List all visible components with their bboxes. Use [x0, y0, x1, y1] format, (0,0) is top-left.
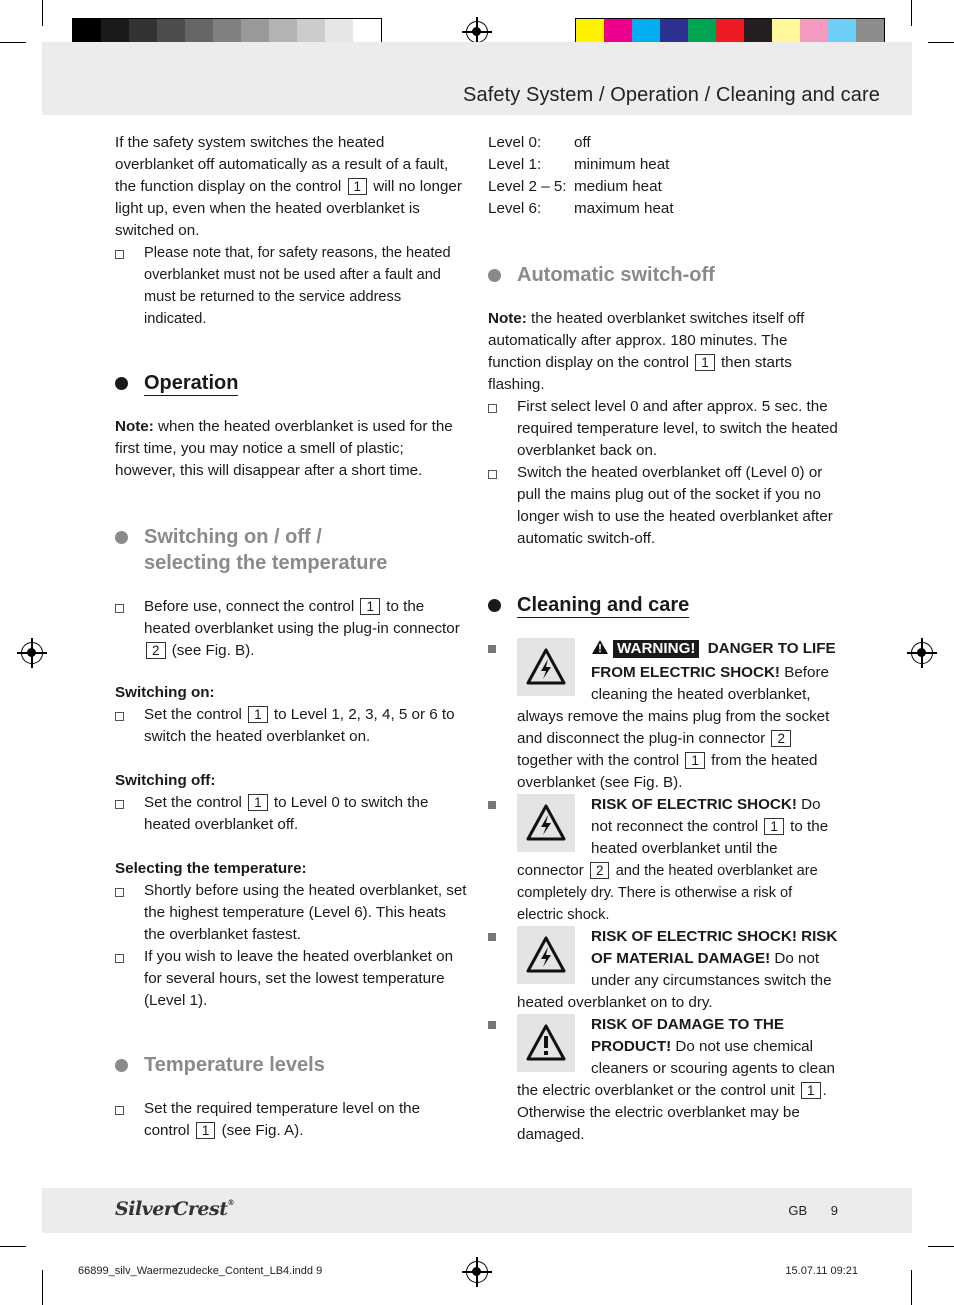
list-item: Shortly before using the heated overblanket, set the highest temperature (Level 6). This heats the overblanket fastest. — [115, 880, 467, 946]
warning-item: RISK OF DAMAGE TO THE PRODUCT! Do not use chemical cleaners or scouring agents to clean the electric overblanket or the control unit 1 . Otherwise the electric overblanket may be damaged. — [488, 1014, 840, 1146]
electric-shock-warning-icon — [517, 926, 575, 984]
warning-item: WARNING! DANGER TO LIFE FROM ELECTRIC SHOCK! Before cleaning the heated overblanket, always remove the mains plug from the socket and disconnect the plug-in connector 2 together with the control 1 from the heated overblanket (see Fig. B). — [488, 638, 840, 794]
selecting-label: Selecting the temperature: — [115, 860, 307, 877]
warning-triangle-icon — [591, 639, 609, 662]
crop-mark — [928, 1246, 954, 1247]
page-title: Safety System / Operation / Cleaning and care — [463, 84, 880, 106]
list-item: If you wish to leave the heated overblanket on for several hours, set the lowest temperature (Level 1). — [115, 946, 467, 1012]
left-column — [115, 132, 467, 1142]
operation-note: Note: when the heated overblanket is used for the first time, you may notice a smell of plastic; however, this will disappear after a short time. — [115, 418, 453, 479]
list-item: Set the control 1 to Level 1, 2, 3, 4, 5 or 6 to switch the heated overblanket on. — [115, 704, 467, 748]
switching-on-label: Switching on: — [115, 684, 215, 701]
electric-shock-warning-icon — [517, 638, 575, 696]
levels-table — [488, 132, 840, 220]
ref-control-box: 1 — [348, 178, 368, 195]
safety-paragraph: If the safety system switches the heated overblanket off automatically as a result of a fault, the function display on the control 1 will no longer light up, even when the heated overblanket is switched on. — [115, 134, 462, 239]
automatic-switch-off-heading: Automatic switch-off — [488, 262, 840, 288]
level-description: medium heat — [574, 178, 662, 195]
list-item: Before use, connect the control 1 to the heated overblanket using the plug-in connector 2 (see Fig. B). — [115, 596, 467, 662]
ref-control-box: 1 — [248, 706, 268, 723]
list-item: Switch the heated overblanket off (Level 0) or pull the mains plug out of the socket if you no longer wish to use the heated overblanket after automatic switch-off. — [488, 462, 840, 550]
registration-mark-icon — [466, 1261, 488, 1283]
crop-mark — [928, 42, 954, 43]
cleaning-heading: Cleaning and care — [488, 592, 840, 618]
crop-mark — [42, 1270, 43, 1305]
page-info — [768, 1203, 838, 1218]
warning-label: WARNING! — [613, 640, 699, 658]
list-item: Set the control 1 to Level 0 to switch the heated overblanket off. — [115, 792, 467, 836]
slug-date: 15.07.11 09:21 — [785, 1265, 858, 1277]
exclamation-warning-icon — [517, 1014, 575, 1072]
crop-mark — [0, 42, 26, 43]
auto-note: Note: the heated overblanket switches itself off automatically after approx. 180 minutes. The function display on the control 1 then starts flashing. — [488, 310, 805, 393]
crop-mark — [0, 1246, 26, 1247]
ref-connector-box: 2 — [771, 730, 791, 747]
level-label: Level 2 – 5: — [488, 178, 567, 195]
registration-mark-icon — [466, 21, 488, 43]
warning-item: RISK OF ELECTRIC SHOCK! Do not reconnect the control 1 to the heated overblanket until the connector 2 and the heated overblanket are completely dry. There is otherwise a risk of electric shock. — [488, 794, 840, 926]
ref-control-box: 1 — [360, 598, 380, 615]
page-number: 9 — [830, 1203, 838, 1218]
list-item: First select level 0 and after approx. 5 sec. the required temperature level, to switch the heated overblanket back on. — [488, 396, 840, 462]
ref-control-box: 1 — [764, 818, 784, 835]
level-description: maximum heat — [574, 200, 674, 217]
switching-heading: Switching on / off / selecting the temperature — [115, 524, 467, 576]
ref-control-box: 1 — [695, 354, 715, 371]
ref-control-box: 1 — [801, 1082, 821, 1099]
electric-shock-warning-icon — [517, 794, 575, 852]
ref-control-box: 1 — [685, 752, 705, 769]
ref-connector-box: 2 — [146, 642, 166, 659]
crop-mark — [911, 1270, 912, 1305]
ref-connector-box: 2 — [590, 862, 610, 879]
level-description: off — [574, 134, 591, 151]
right-column — [488, 132, 840, 1146]
list-item: Set the required temperature level on the control 1 (see Fig. A). — [115, 1098, 467, 1142]
level-label: Level 1: — [488, 156, 542, 173]
temperature-levels-heading: Temperature levels — [115, 1052, 467, 1078]
crop-mark — [42, 0, 43, 26]
ref-control-box: 1 — [248, 794, 268, 811]
warning-item: RISK OF ELECTRIC SHOCK! RISK OF MATERIAL DAMAGE! Do not under any circumstances switch the heated overblanket on to dry. — [488, 926, 840, 1014]
crop-mark — [911, 0, 912, 26]
language-code: GB — [788, 1203, 808, 1218]
level-label: Level 6: — [488, 200, 542, 217]
silvercrest-logo: SilverCrest® — [115, 1198, 234, 1220]
level-label: Level 0: — [488, 134, 542, 151]
list-item: Please note that, for safety reasons, the heated overblanket must not be used after a fault and must be returned to the service address indicated. — [115, 242, 467, 330]
operation-heading: Operation — [115, 370, 467, 396]
ref-control-box: 1 — [196, 1122, 216, 1139]
registration-mark-icon — [21, 642, 43, 664]
slug-filename: 66899_silv_Waermezudecke_Content_LB4.indd 9 — [78, 1265, 323, 1277]
level-description: minimum heat — [574, 156, 670, 173]
switching-off-label: Switching off: — [115, 772, 216, 789]
registration-mark-icon — [911, 642, 933, 664]
